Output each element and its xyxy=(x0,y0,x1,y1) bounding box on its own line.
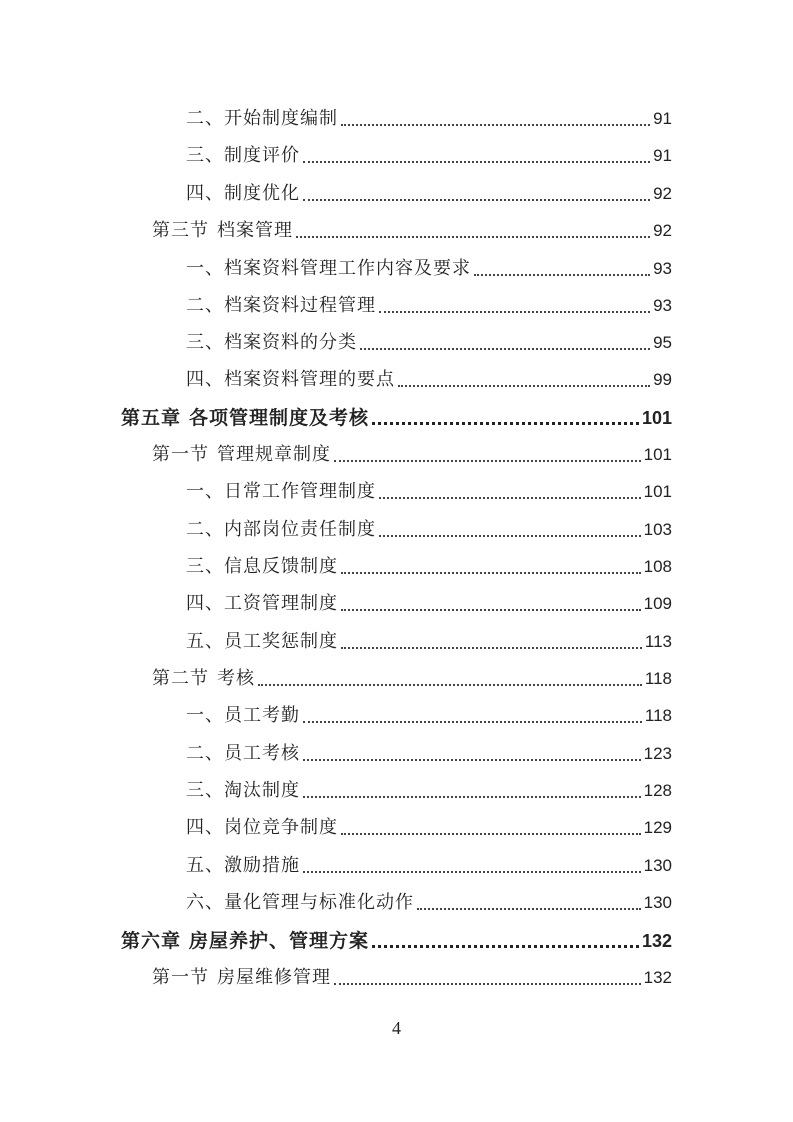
toc-entry-page: 123 xyxy=(643,744,672,763)
toc-entry-page: 118 xyxy=(644,706,672,725)
toc-entry-title: 二、开始制度编制 xyxy=(186,108,338,129)
toc-entry-title: 二、员工考核 xyxy=(186,743,300,764)
toc-entry[interactable] xyxy=(186,479,672,505)
toc-entry-title xyxy=(152,666,255,692)
dot-leader xyxy=(334,460,641,462)
toc-section[interactable] xyxy=(152,442,672,468)
toc-entry[interactable] xyxy=(186,591,672,617)
toc-entry[interactable] xyxy=(186,517,672,543)
toc-entry-page: 101 xyxy=(643,482,672,501)
toc-entry[interactable] xyxy=(186,853,672,879)
section-number: 第一节 xyxy=(152,967,209,988)
toc-entry[interactable] xyxy=(186,890,672,916)
chapter-title: 房屋养护、管理方案 xyxy=(189,930,370,952)
toc-entry-page: 101 xyxy=(641,408,672,428)
toc-entry-title: 六、量化管理与标准化动作 xyxy=(186,892,414,913)
toc-section[interactable] xyxy=(152,218,672,244)
dot-leader xyxy=(334,983,641,985)
toc-entry[interactable] xyxy=(186,554,672,580)
toc-entry[interactable] xyxy=(186,293,672,319)
toc-chapter[interactable] xyxy=(121,928,672,954)
dot-leader xyxy=(341,124,650,126)
toc-entry-page: 99 xyxy=(653,370,672,389)
toc-entry-page: 91 xyxy=(653,109,672,128)
dot-leader xyxy=(341,572,641,574)
toc-entry-page: 132 xyxy=(641,931,672,951)
dot-leader xyxy=(379,535,641,537)
toc-section[interactable] xyxy=(152,965,672,991)
toc-entry[interactable] xyxy=(186,181,672,207)
dot-leader xyxy=(379,311,650,313)
dot-leader xyxy=(296,236,650,238)
dot-leader xyxy=(303,871,641,873)
toc-entry-page: 113 xyxy=(644,632,672,651)
dot-leader xyxy=(398,385,650,387)
toc-entry-title xyxy=(121,928,369,954)
toc-entry-title xyxy=(152,442,331,468)
toc-entry-title: 一、员工考勤 xyxy=(186,705,300,726)
toc-entry-title: 二、档案资料过程管理 xyxy=(186,295,376,316)
section-title: 房屋维修管理 xyxy=(217,967,331,988)
toc-entry-title: 四、岗位竞争制度 xyxy=(186,817,338,838)
toc-entry-page: 108 xyxy=(643,557,672,576)
toc-entry-page: 128 xyxy=(643,781,672,800)
toc-entry-page: 130 xyxy=(643,856,672,875)
dot-leader xyxy=(303,199,650,201)
toc-entry-title xyxy=(121,405,369,431)
toc-entry[interactable] xyxy=(186,778,672,804)
toc-entry[interactable] xyxy=(186,143,672,169)
dot-leader xyxy=(372,422,639,425)
toc-entry-page: 91 xyxy=(653,146,672,165)
section-title: 管理规章制度 xyxy=(217,444,331,465)
toc-entry-title: 四、档案资料管理的要点 xyxy=(186,369,395,390)
toc-entry-title: 四、工资管理制度 xyxy=(186,593,338,614)
dot-leader xyxy=(258,684,642,686)
section-number: 第一节 xyxy=(152,444,209,465)
dot-leader xyxy=(303,759,641,761)
toc-entry-page: 129 xyxy=(643,818,672,837)
toc-section[interactable] xyxy=(152,666,672,692)
toc-entry[interactable] xyxy=(186,367,672,393)
dot-leader xyxy=(372,945,639,948)
toc-entry-title: 三、档案资料的分类 xyxy=(186,332,357,353)
toc-chapter[interactable] xyxy=(121,405,672,431)
toc-entry-page: 130 xyxy=(643,893,672,912)
dot-leader xyxy=(341,609,641,611)
toc-entry-title: 三、信息反馈制度 xyxy=(186,556,338,577)
toc-entry-page: 109 xyxy=(643,594,672,613)
chapter-number: 第五章 xyxy=(121,407,182,429)
toc-entry-page: 93 xyxy=(653,259,672,278)
toc-entry-title: 一、日常工作管理制度 xyxy=(186,481,376,502)
toc-entry[interactable] xyxy=(186,330,672,356)
dot-leader xyxy=(417,908,641,910)
toc-entry-title: 一、档案资料管理工作内容及要求 xyxy=(186,258,471,279)
dot-leader xyxy=(303,721,642,723)
page-number: 4 xyxy=(392,1018,401,1038)
toc-entry[interactable] xyxy=(186,256,672,282)
toc-entry-page: 101 xyxy=(643,445,672,464)
toc-entry-page: 103 xyxy=(643,520,672,539)
dot-leader xyxy=(341,833,641,835)
toc-entry[interactable] xyxy=(186,741,672,767)
toc-entry-page: 92 xyxy=(653,184,672,203)
toc-entry-title: 三、淘汰制度 xyxy=(186,780,300,801)
toc-entry[interactable] xyxy=(186,703,672,729)
section-title: 档案管理 xyxy=(217,220,293,241)
toc-entry-page: 132 xyxy=(643,968,672,987)
toc-entry[interactable] xyxy=(186,106,672,132)
toc-entry-title: 四、制度优化 xyxy=(186,183,300,204)
toc-entry-title: 三、制度评价 xyxy=(186,145,300,166)
section-number: 第三节 xyxy=(152,220,209,241)
dot-leader xyxy=(303,796,641,798)
toc-entry-page: 93 xyxy=(653,296,672,315)
toc-entry-title: 五、激励措施 xyxy=(186,855,300,876)
dot-leader xyxy=(360,348,650,350)
toc-entry-page: 95 xyxy=(653,333,672,352)
toc-entry-title: 五、员工奖惩制度 xyxy=(186,631,338,652)
section-number: 第二节 xyxy=(152,668,209,689)
chapter-title: 各项管理制度及考核 xyxy=(189,407,370,429)
dot-leader xyxy=(474,274,650,276)
toc-entry[interactable] xyxy=(186,815,672,841)
dot-leader xyxy=(379,497,641,499)
section-title: 考核 xyxy=(217,668,255,689)
toc-entry-title xyxy=(152,965,331,991)
toc-entry-title xyxy=(152,218,293,244)
toc-entry-page: 118 xyxy=(644,669,672,688)
dot-leader xyxy=(341,647,642,649)
dot-leader xyxy=(303,161,650,163)
toc-entry-title: 二、内部岗位责任制度 xyxy=(186,519,376,540)
toc-entry[interactable] xyxy=(186,629,672,655)
chapter-number: 第六章 xyxy=(121,930,182,952)
toc-entry-page: 92 xyxy=(653,221,672,240)
